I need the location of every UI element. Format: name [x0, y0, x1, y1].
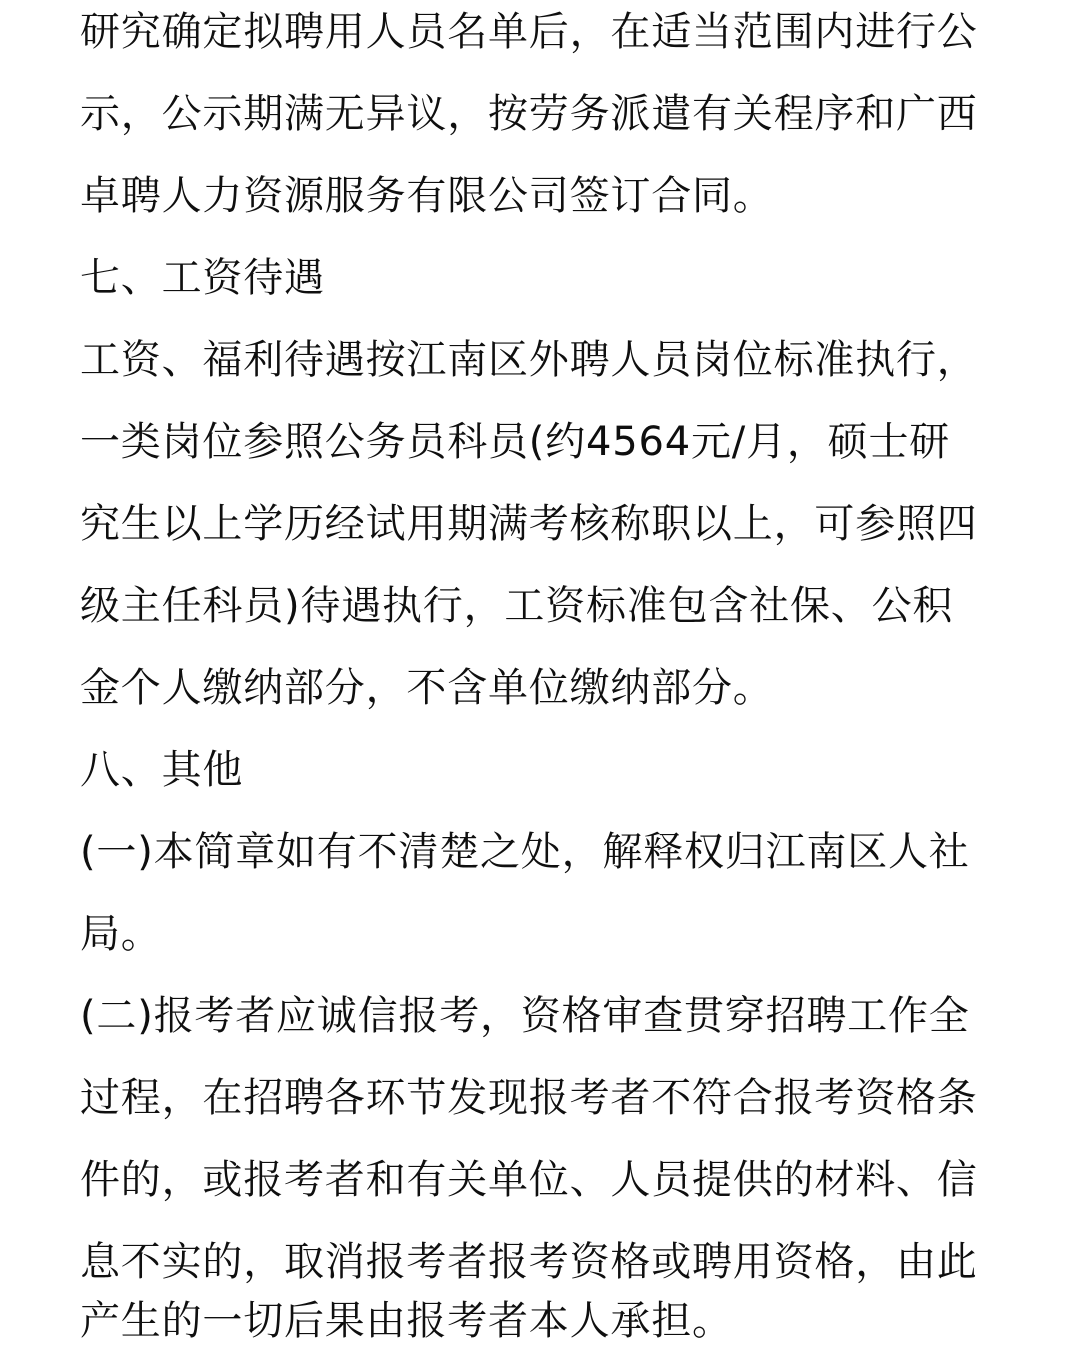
text-line: (二)报考者应诚信报考，资格审查贯穿招聘工作全 [80, 993, 970, 1039]
text-line: 卓聘人力资源服务有限公司签订合同。 [80, 173, 774, 219]
text-line: 示，公示期满无异议，按劳务派遣有关程序和广西 [80, 91, 978, 137]
text-line: 工资、福利待遇按江南区外聘人员岗位标准执行， [80, 337, 978, 383]
text-line: (一)本简章如有不清楚之处，解释权归江南区人社 [80, 829, 970, 875]
text-line: 级主任科员)待遇执行，工资标准包含社保、公积 [80, 583, 954, 629]
text-line: 过程，在招聘各环节发现报考者不符合报考资格条 [80, 1075, 978, 1121]
text-line: 金个人缴纳部分，不含单位缴纳部分。 [80, 665, 774, 711]
text-line: 局。 [80, 911, 162, 957]
section-heading-other: 八、其他 [80, 747, 244, 793]
text-line: 究生以上学历经试用期满考核称职以上，可参照四 [80, 501, 978, 547]
text-line: 研究确定拟聘用人员名单后，在适当范围内进行公 [80, 9, 978, 55]
text-line: 一类岗位参照公务员科员(约4564元/月，硕士研 [80, 419, 951, 465]
text-line: 息不实的，取消报考者报考资格或聘用资格，由此 [80, 1239, 978, 1285]
section-heading-salary: 七、工资待遇 [80, 255, 325, 301]
text-line: 产生的一切后果由报考者本人承担。 [80, 1298, 733, 1344]
text-line: 件的，或报考者和有关单位、人员提供的材料、信 [80, 1157, 978, 1203]
